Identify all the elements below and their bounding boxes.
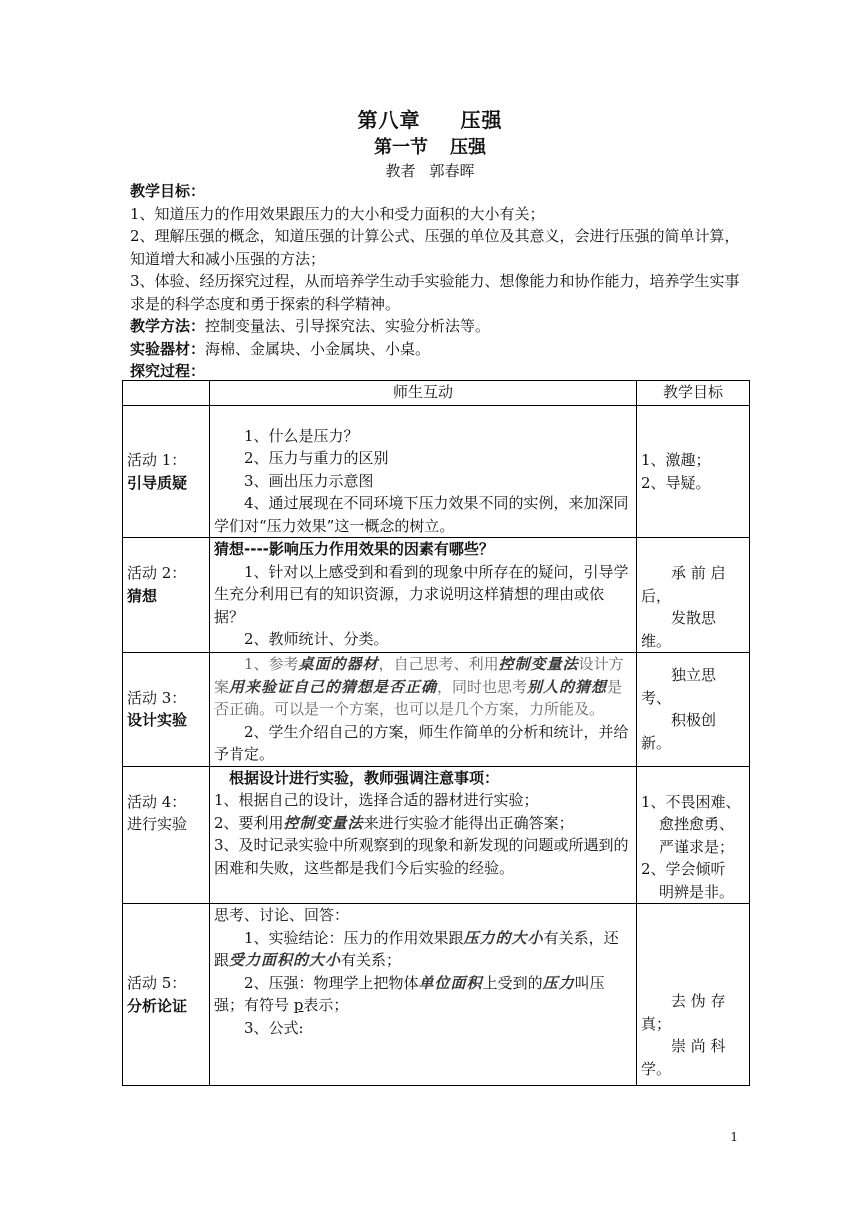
text-run: 设计方案 <box>214 655 624 696</box>
text-run: 来进行实验才能得出正确答案； <box>363 813 574 832</box>
activity-number: 活动 4： <box>127 792 187 811</box>
interaction-line: 1、什么是压力？ <box>244 426 359 445</box>
goal-cell <box>637 538 750 653</box>
equipment-text: 海棉、金属块、小金属块、小桌。 <box>205 339 431 358</box>
interaction-line <box>214 927 632 972</box>
emphasis-run: 别人的猜想 <box>527 677 608 696</box>
interaction-line: 3、及时记录实验中所观察到的现象和新发现的问题或所遇到的困难和失败，这些都是我们今后实验的经验。 <box>214 836 629 877</box>
activity-cell <box>123 653 210 767</box>
activity-number: 活动 2： <box>127 564 187 582</box>
interaction-line: 4、通过展现在不同环境下压力效果不同的实例，来加深同学们对“压力效果”这一概念的树立。 <box>214 494 629 535</box>
chapter-title <box>0 104 860 133</box>
equipment-label: 实验器材： <box>130 339 206 358</box>
emphasis-run: 用来验证自己的猜想是否正确 <box>229 677 438 696</box>
activity-name: 进行实验 <box>127 815 188 833</box>
interaction-cell <box>210 766 637 904</box>
text-run: ，同时也思考 <box>437 677 528 696</box>
header-cell-activity <box>123 381 210 406</box>
interaction-line: 2、教师统计、分类。 <box>244 630 389 648</box>
objective-item: 3、体验、经历探究过程，从而培养学生动手实验能力、想像能力和协作能力，培养学生实事求是的科学态度和勇于探索的科学精神。 <box>130 272 740 313</box>
text-run: 有关系； <box>341 951 402 969</box>
header-cell-goal: 教学目标 <box>637 381 750 406</box>
author-line <box>0 160 860 181</box>
lesson-intro <box>130 180 750 383</box>
emphasis-run: 控制变量法 <box>498 655 579 673</box>
goal-cell <box>637 904 750 1086</box>
activity-number: 活动 1： <box>127 451 187 469</box>
table-header-row <box>123 381 750 406</box>
emphasis-run: 桌面的器材 <box>298 655 379 673</box>
author-name: 郭春晖 <box>429 162 475 180</box>
interaction-heading: 猜想----影响压力作用效果的因素有哪些？ <box>214 540 494 558</box>
text-run: 叫压强；有符号 <box>214 973 605 1014</box>
activity-name: 猜想 <box>127 586 158 605</box>
interaction-line <box>214 972 632 1017</box>
table-row <box>123 766 750 904</box>
table-row <box>123 538 750 653</box>
activity-name: 引导质疑 <box>127 473 188 492</box>
activity-name: 分析论证 <box>127 996 188 1015</box>
methods-label: 教学方法： <box>130 317 206 335</box>
interaction-intro: 思考、讨论、回答： <box>214 906 350 924</box>
goal-line: 崇 尚 科学。 <box>641 1037 726 1078</box>
text-run: 有关系，还跟 <box>214 928 619 969</box>
goal-cell <box>637 653 750 767</box>
header-cell-interaction: 师生互动 <box>210 381 637 406</box>
goal-line: 承 前 启后， <box>641 564 726 605</box>
page-number: 1 <box>730 1130 738 1144</box>
interaction-cell <box>210 406 637 538</box>
text-run: 表示； <box>303 996 349 1014</box>
interaction-cell <box>210 538 637 653</box>
activity-cell <box>123 904 210 1086</box>
section-topic: 压强 <box>450 137 486 158</box>
goal-cell <box>637 766 750 904</box>
activity-name: 设计实验 <box>127 711 188 730</box>
chapter-topic: 压强 <box>460 108 503 132</box>
interaction-cell <box>210 653 637 767</box>
emphasis-run: 受力面积的大小 <box>229 951 342 969</box>
interaction-line <box>214 812 632 835</box>
goal-line: 明辨是非。 <box>659 882 735 901</box>
emphasis-run: 单位面积 <box>418 973 483 992</box>
table-row <box>123 653 750 767</box>
objective-item: 2、理解压强的概念，知道压强的计算公式、压强的单位及其意义，会进行压强的简单计算，知道增大和减小压强的方法； <box>130 227 740 268</box>
symbol-p: p <box>293 996 304 1014</box>
activity-cell <box>123 406 210 538</box>
goal-line: 严谨求是； <box>659 837 735 856</box>
goal-line: 1、激趣； <box>641 451 711 469</box>
activity-number: 活动 5： <box>127 974 187 992</box>
interaction-heading: 根据设计进行实验，教师强调注意事项： <box>229 768 500 787</box>
table-row <box>123 904 750 1086</box>
text-run: 2、压强：物理学上把物体 <box>244 973 419 992</box>
activity-cell <box>123 538 210 653</box>
goal-line: 发散思维。 <box>641 609 717 650</box>
emphasis-run: 压力 <box>542 973 575 992</box>
goal-cell <box>637 406 750 538</box>
goal-line: 去 伪 存真； <box>641 992 726 1033</box>
process-heading: 探究过程： <box>130 362 206 380</box>
text-run: ，自己思考、利用 <box>378 655 499 673</box>
equipment-line <box>130 338 750 361</box>
activity-cell <box>123 766 210 904</box>
goal-line: 2、导疑。 <box>641 473 711 492</box>
interaction-cell <box>210 904 637 1086</box>
interaction-line: 2、压力与重力的区别 <box>244 449 389 467</box>
text-run: 1、实验结论：压力的作用效果跟 <box>244 928 464 947</box>
interaction-paragraph <box>214 653 632 721</box>
table-row <box>123 406 750 538</box>
objective-item: 1、知道压力的作用效果跟压力的大小和受力面积的大小有关； <box>130 204 545 223</box>
methods-line <box>130 315 750 338</box>
emphasis-run: 压力的大小 <box>463 928 544 947</box>
section-number: 第一节 <box>374 137 428 158</box>
text-run: 上受到的 <box>482 973 543 992</box>
objectives-heading: 教学目标： <box>130 182 206 200</box>
chapter-number: 第八章 <box>357 108 421 132</box>
interaction-line: 3、画出压力示意图 <box>244 471 374 490</box>
interaction-line: 1、针对以上感受到和看到的现象中所存在的疑问，引导学生充分利用已有的知识资源，力求说明这样猜想的理由或依据？ <box>214 562 629 626</box>
goal-line: 2、学会倾听 <box>641 860 726 878</box>
text-run: 1、参考 <box>244 655 299 673</box>
process-table <box>122 380 750 1086</box>
goal-line: 独立思考、 <box>641 666 717 707</box>
emphasis-run: 控制变量法 <box>283 813 364 832</box>
interaction-line: 3、公式: <box>244 1018 304 1037</box>
goal-line: 积极创新。 <box>641 711 717 752</box>
methods-text: 控制变量法、引导探究法、实验分析法等。 <box>205 317 491 335</box>
section-title <box>0 133 860 159</box>
goal-line: 愈挫愈勇、 <box>659 815 735 833</box>
goal-line: 1、不畏困难、 <box>641 792 741 811</box>
text-run: 是否正确。可以是一个方案，也可以是几个方案，力所能及。 <box>214 677 623 718</box>
text-run: 2、要利用 <box>214 813 284 832</box>
interaction-line: 1、根据自己的设计，选择合适的器材进行实验； <box>214 791 539 809</box>
interaction-line: 2、学生介绍自己的方案，师生作简单的分析和统计，并给予肯定。 <box>214 722 629 763</box>
activity-number: 活动 3： <box>127 688 187 707</box>
author-role: 教者 <box>385 162 416 180</box>
